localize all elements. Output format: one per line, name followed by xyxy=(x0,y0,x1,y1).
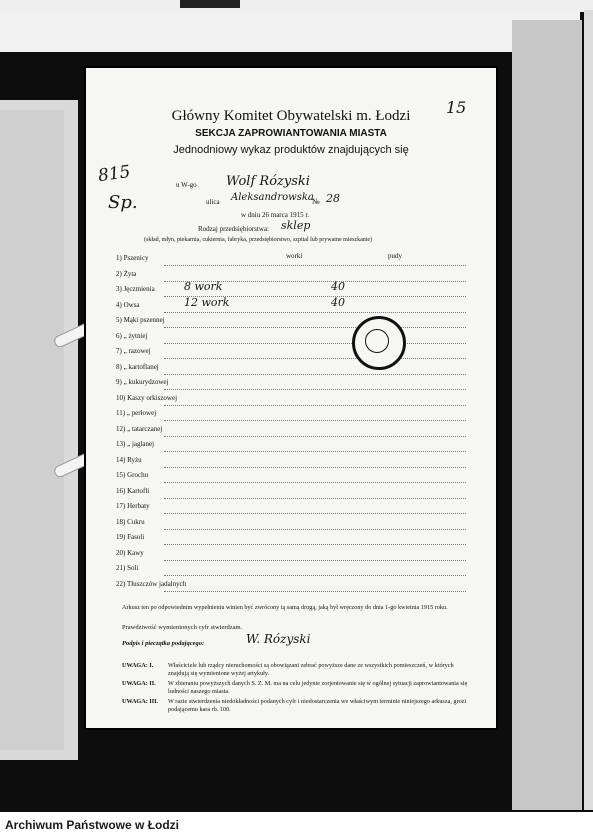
certify-text: Prawdziwość wymienionych cyfr stwierdzam. xyxy=(122,624,243,631)
item-row xyxy=(86,576,496,600)
document-form xyxy=(86,68,496,728)
enterprise-value: sklep xyxy=(281,219,311,232)
right-edge-strip xyxy=(584,10,593,810)
street-label: ulica xyxy=(206,198,220,206)
note-text: Właściciele lub rządcy nieruchomości są obowiązani zebrać powyższe dane ze wszystkich pomieszczeń, w których znajdują się wymienione wyżej artykuły. xyxy=(168,662,454,677)
item-label: 21) Soli xyxy=(116,564,139,572)
right-back-page xyxy=(512,20,582,810)
instruction-text: Arkusz ten po odpowiednim wypełnieniu winien być zwrócony tą samą drogą, jaką był wręczony do dnia 1-go kwietnia 1915 roku. xyxy=(122,604,448,611)
item-pud-value: 40 xyxy=(331,295,345,309)
archival-mark: Sp. xyxy=(108,192,138,213)
item-pud-value: 40 xyxy=(331,280,345,293)
left-back-page-inner xyxy=(0,110,64,750)
item-label: 5) Mąki pszennej xyxy=(116,316,165,324)
note-text: W razie stwierdzenia niedokładności podanych cyfr i niedostarczenia we właściwym terminie niniejszego arkusza, grozi podającemu kara rb. 100. xyxy=(168,698,467,713)
item-label: 17) Herbaty xyxy=(116,502,150,510)
item-label: 19) Fasoli xyxy=(116,533,145,541)
item-label: 14) Ryżu xyxy=(116,455,142,464)
item-bags-value: 12 work xyxy=(184,295,230,309)
note-label: UWAGA: III. xyxy=(122,698,159,705)
item-bags-value: 8 work xyxy=(184,280,223,293)
item-label: 22) Tłuszczów jadalnych xyxy=(116,579,187,588)
column-pud: pudy xyxy=(388,252,402,260)
footer-bar xyxy=(0,812,593,840)
top-sheet-edge xyxy=(0,0,593,12)
form-heading: Jednodniowy wykaz produktów znajdujących się xyxy=(173,144,409,156)
item-label: 3) Jęczmienia xyxy=(116,285,155,293)
item-label: 1) Pszenicy xyxy=(116,254,149,262)
item-label: 20) Kawy xyxy=(116,548,144,557)
item-label: 15) Grochu xyxy=(116,471,149,479)
w-value: Wolf Rózyski xyxy=(226,174,310,189)
note-text: W zbieraniu powyższych danych S. Z. M. ma na celu jedynie zorjentowanie się w ogólnej sytuacji zaprowiantowania się ludności naszego miasta. xyxy=(168,680,468,695)
note-label: UWAGA: II. xyxy=(122,680,156,687)
column-bags: worki xyxy=(286,252,303,260)
item-label: 6) „ żytniej xyxy=(116,331,148,340)
item-label: 12) „ tatarczanej xyxy=(116,424,163,433)
number-label: № xyxy=(312,197,320,206)
item-label: 8) „ kartoflanej xyxy=(116,362,159,371)
page-number: 15 xyxy=(446,98,467,117)
back-sheet xyxy=(0,12,580,52)
item-dotted-line xyxy=(164,591,466,592)
top-shadow xyxy=(180,0,240,8)
note-label: UWAGA: I. xyxy=(122,662,154,669)
signature-value: W. Rózyski xyxy=(246,632,311,646)
number-value: 28 xyxy=(326,192,340,205)
item-label: 7) „ razowej xyxy=(116,347,151,355)
item-label: 2) Żyta xyxy=(116,269,137,278)
item-label: 16) Kartofli xyxy=(116,486,150,495)
item-label: 9) „ kukurydzowej xyxy=(116,378,169,386)
item-label: 4) Owsa xyxy=(116,300,140,309)
street-value: Aleksandrowska xyxy=(231,192,314,203)
official-stamp xyxy=(352,316,406,370)
enterprise-hint: (skład, młyn, piekarnia, cukiernia, fabryka, przedsiębiorstwo, szpital lub prywatne mieszkanie) xyxy=(144,237,373,243)
w-label: u W-go xyxy=(176,181,197,189)
form-title: Główny Komitet Obywatelski m. Łodzi xyxy=(171,108,411,124)
item-label: 18) Cukru xyxy=(116,517,145,526)
item-label: 10) Kaszy orkiszowej xyxy=(116,393,178,402)
item-label: 13) „ jaglanej xyxy=(116,440,155,448)
archive-name: Archiwum Państwowe w Łodzi xyxy=(5,818,180,832)
item-label: 11) „ perłowej xyxy=(116,409,157,417)
date-line: w dniu 26 marca 1915 r. xyxy=(241,211,310,219)
archival-number: 815 xyxy=(96,161,132,187)
form-subtitle: SEKCJA ZAPROWIANTOWANIA MIASTA xyxy=(195,128,387,139)
enterprise-label: Rodzaj przedsiębiorstwa: xyxy=(198,225,269,233)
signature-label: Podpis i pieczątka podającego: xyxy=(122,640,205,647)
